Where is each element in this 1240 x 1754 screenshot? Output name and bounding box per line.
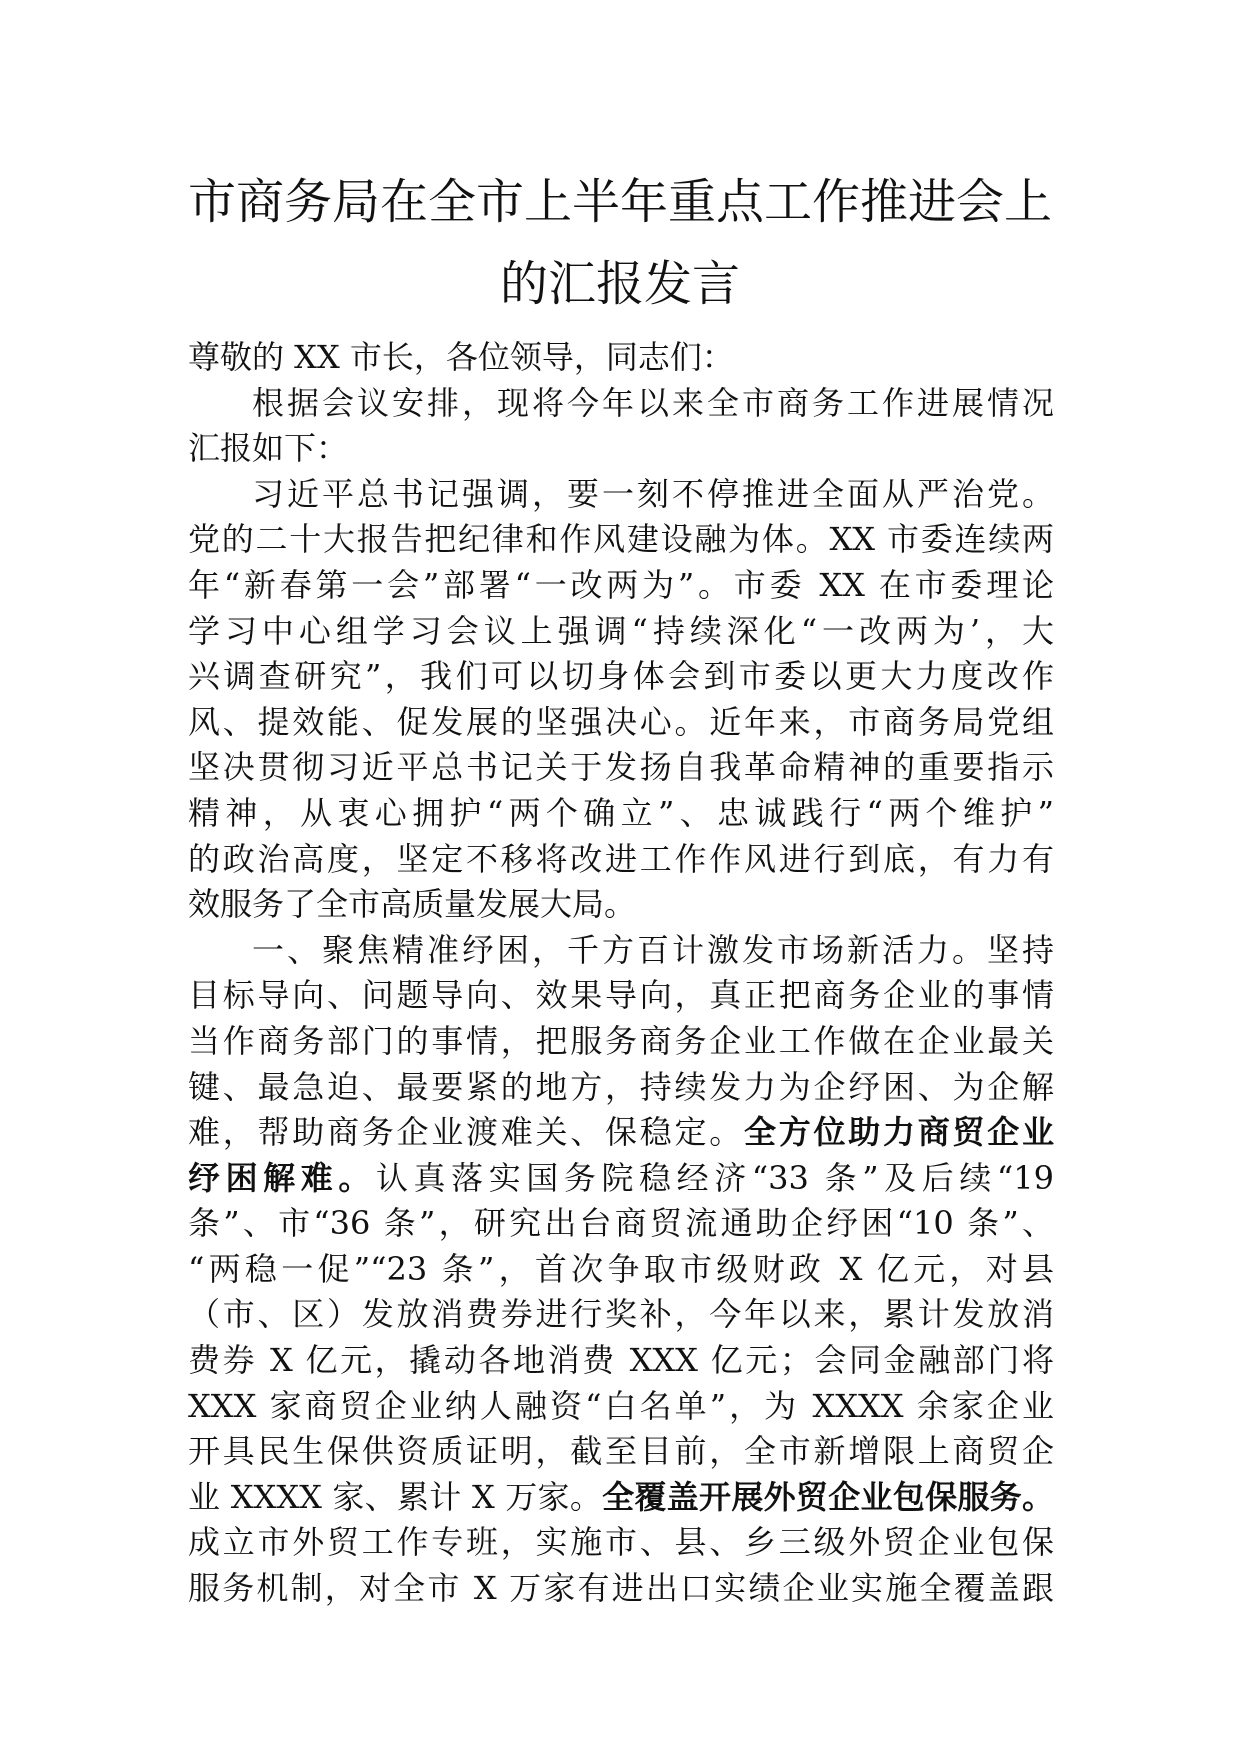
body-line: 年“新春第一会”部署“一改两为”。市委 XX 在市委理论 [188, 565, 1054, 604]
body-line: “两稳一促”“23 条”，首次争取市级财政 X 亿元，对县 [188, 1249, 1054, 1288]
body-line: 习近平总书记强调，要一刻不停推进全面从严治党。 [252, 474, 1054, 513]
document-title-line-1: 市商务局在全市上半年重点工作推进会上 [187, 174, 1052, 230]
body-line: 精神，从衷心拥护“两个确立”、忠诚践行“两个维护” [188, 793, 1054, 832]
body-line: XXX 家商贸企业纳人融资“白名单”，为 XXXX 余家企业 [188, 1386, 1054, 1425]
body-line: 条”、市“36 条”，研究出台商贸流通助企纾困“10 条”、 [188, 1204, 1054, 1243]
salutation-line: 尊敬的 XX 市长，各位领导，同志们： [188, 338, 734, 376]
body-line: 目标导向、问题导向、效果导向，真正把商务企业的事情 [188, 976, 1054, 1015]
bold-subheading: 纾困解难。 [188, 1158, 376, 1197]
body-line: 难，帮助商务企业渡难关、保稳定。全方位助力商贸企业 [188, 1113, 1054, 1152]
bold-subheading: 全方位助力商贸企业 [743, 1113, 1054, 1152]
body-line: 根据会议安排，现将今年以来全市商务工作进展情况 [252, 383, 1054, 422]
bold-subheading: 全覆盖开展外贸企业包保服务。 [602, 1477, 1054, 1516]
document-body [188, 335, 1054, 1612]
body-line: 业 XXXX 家、累计 X 万家。全覆盖开展外贸企业包保服务。 [188, 1477, 1054, 1516]
section-heading-line: 一、聚焦精准纾困，千方百计激发市场新活力。坚持 [252, 930, 1054, 969]
body-line: （市、区）发放消费券进行奖补，今年以来，累计发放消 [188, 1295, 1054, 1334]
body-line: 的政治高度，坚定不移将改进工作作风进行到底，有力有 [188, 839, 1054, 878]
body-line: 费券 X 亿元，撬动各地消费 XXX 亿元；会同金融部门将 [188, 1341, 1054, 1380]
body-line: 兴调查研究”，我们可以切身体会到市委以更大力度改作 [188, 657, 1054, 696]
body-line: 汇报如下： [188, 429, 349, 468]
body-line: 开具民生保供资质证明，截至目前，全市新增限上商贸企 [188, 1432, 1054, 1471]
body-line: 坚决贯彻习近平总书记关于发扬自我革命精神的重要指示 [188, 748, 1054, 787]
body-line: 党的二十大报告把纪律和作风建设融为体。XX 市委连续两 [188, 520, 1054, 559]
body-line: 风、提效能、促发展的坚强决心。近年来，市商务局党组 [188, 702, 1054, 741]
body-line: 学习中心组学习会议上强调“持续深化“一改两为’，大 [188, 611, 1054, 650]
body-line: 键、最急迫、最要紧的地方，持续发力为企纾困、为企解 [188, 1067, 1054, 1106]
body-line: 效服务了全市高质量发展大局。 [188, 885, 637, 924]
body-line: 成立市外贸工作专班，实施市、县、乡三级外贸企业包保 [188, 1523, 1054, 1562]
body-line: 服务机制，对全市 X 万家有进出口实绩企业实施全覆盖跟 [188, 1569, 1054, 1608]
body-line: 纾困解难。认真落实国务院稳经济“33 条”及后续“19 [188, 1158, 1054, 1197]
body-line: 当作商务部门的事情，把服务商务企业工作做在企业最关 [188, 1021, 1054, 1060]
document-title-line-2: 的汇报发言 [499, 256, 740, 312]
